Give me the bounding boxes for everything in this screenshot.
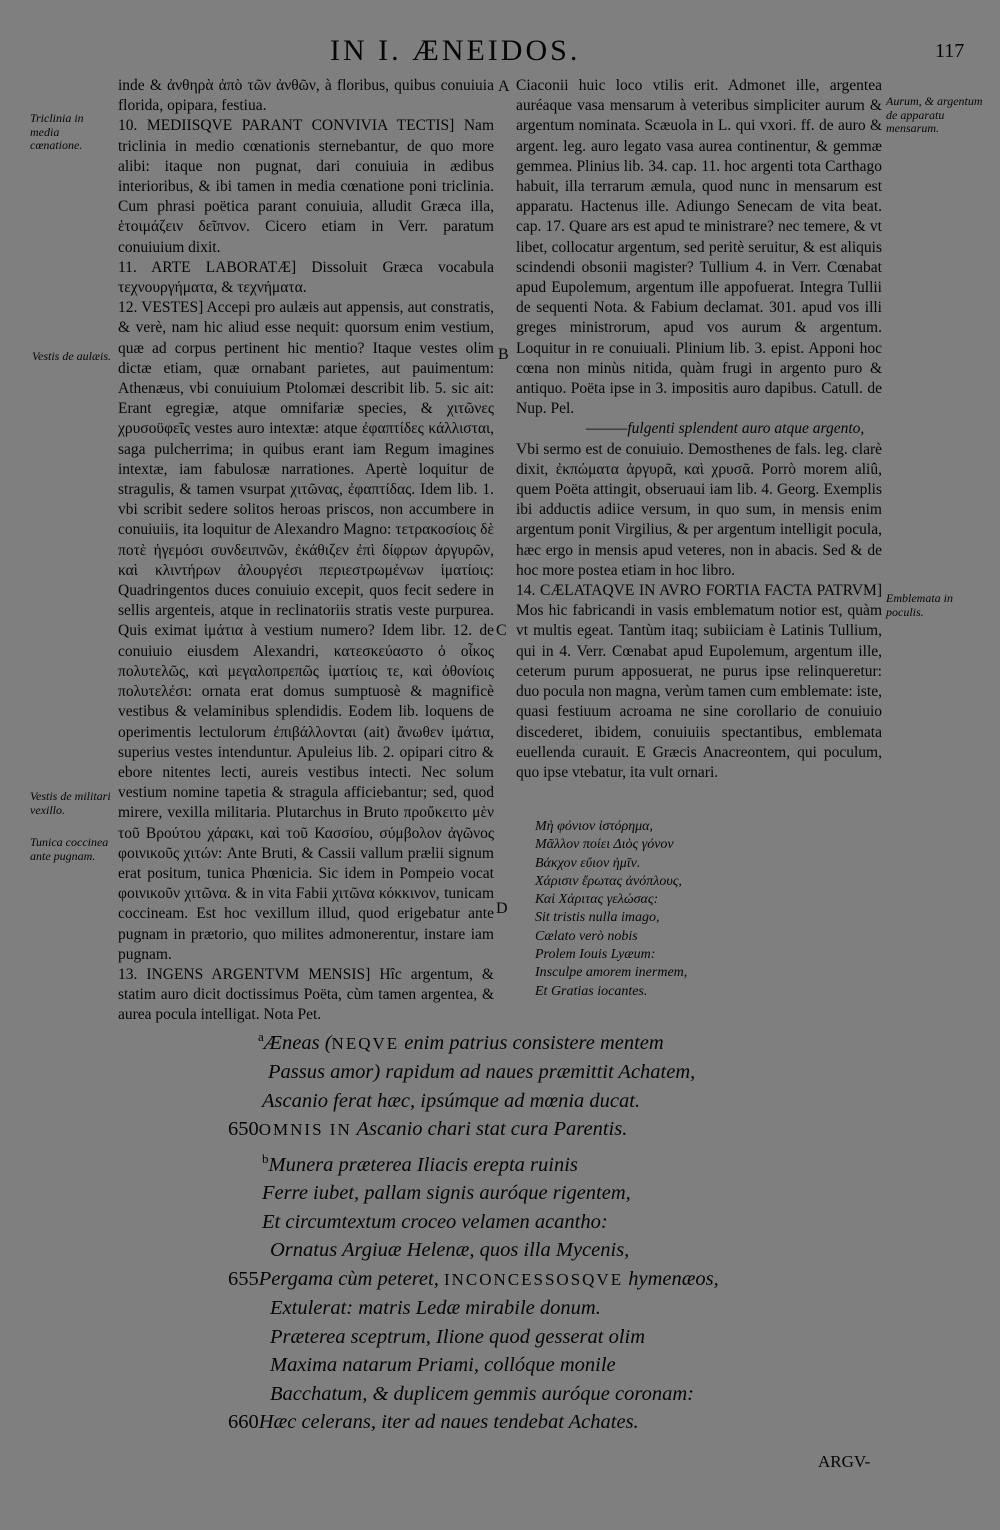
verse-line: [228, 1208, 719, 1237]
verse-text: hymenæos,: [623, 1267, 719, 1290]
verse-line: [228, 1265, 719, 1295]
margin-note-emblemata: Emblemata in poculis.: [886, 591, 953, 619]
commentary-note-10: 10. MEDIISQVE PARANT CONVIVIA TECTIS] Nam triclinia in medio cœnationis sternebantur, de quo more alibi: itaque non pugnat, dari conuiuia in ædibus interioribus, & ibi tamen in media cœnatione poni triclinia. Cum phrasi poëtica parant conuiuia, alludit Græca illa, ἑτοιμάζειν δεῖπνον. Cicero etiam in Verr. paratum conuiuium dixit.: [118, 117, 494, 256]
section-letter-d: D: [496, 900, 508, 917]
verse-text: enim patrius consistere mentem: [399, 1031, 664, 1054]
section-letter-c: C: [496, 622, 507, 639]
verse-line: [228, 1380, 719, 1409]
poem-line: Μᾶλλον ποίει Διὸς γόνον: [535, 837, 674, 853]
anacreon-poem: [535, 818, 687, 1001]
poem-line: Et Gratias iocantes.: [535, 983, 648, 999]
catchword: ARGV-: [818, 1452, 871, 1471]
verse-line: [228, 1115, 719, 1145]
verse-text: Et circumtextum croceo velamen acantho:: [262, 1210, 608, 1233]
running-head: IN I. ÆNEIDOS.: [330, 34, 581, 67]
verse-lemma: INCONCESSOSQVE: [443, 1269, 624, 1289]
aeneid-verse-block: [228, 1023, 719, 1437]
verse-text: Ascanio ferat hæc, ipsúmque ad mœnia ducat.: [262, 1089, 641, 1112]
verse-text: Extulerat: matris Ledæ mirabile donum.: [270, 1297, 601, 1320]
poem-line: Insculpe amorem inermem,: [535, 965, 688, 981]
poem-line: Καὶ Χάριτας γελώσας:: [535, 892, 659, 908]
verse-text: Ferre iubet, pallam signis auróque rigentem,: [262, 1182, 631, 1205]
verse-line: [228, 1145, 719, 1179]
poem-line: Prolem Iouis Lyæum:: [535, 947, 656, 963]
commentary-right-column: [516, 76, 882, 783]
verse-line: [228, 1058, 719, 1087]
section-letter-a: A: [498, 78, 510, 95]
verse-line: [228, 1023, 719, 1058]
poem-line: Sit tristis nulla imago,: [535, 910, 660, 926]
verse-text: Præterea sceptrum, Ilione quod gesserat olim: [270, 1325, 646, 1348]
verse-line: [228, 1087, 719, 1116]
margin-note-tunica-coccinea: Tunica coccinea ante pugnam.: [30, 835, 109, 863]
verse-line: [228, 1408, 719, 1437]
poem-line: Μὴ φόνιον ἱστόρημα,: [535, 819, 654, 834]
verse-line: [228, 1294, 719, 1323]
verse-line-number: 655: [228, 1267, 259, 1290]
verse-text: Munera præterea Iliacis erepta ruinis: [268, 1153, 578, 1176]
verse-lemma: NEQVE: [331, 1033, 400, 1053]
commentary-note-12: 12. VESTES] Accepi pro aulæis aut appensis, aut constratis, & verè, nam hic aliud esse nequit: quorsum enim vestium, quæ ad corpus pertinent hic mentio? Itaque vestes olim dictæ etiam, quæ ornabant parietes, aut pauimentum: Athenæus, vbi conuiuium Ptolomæi describit lib. 5. sic ait: Erant egregiæ, atque omnifariæ species, & χιτῶνες χρυσοϋφεῖς vestes auro intextæ: atque ἐφαπτίδες κάλλισται, saga pulcherrima; in quibus erant iam Regum imagines intextæ, iam fabulosæ narrationes. Apertè loquitur de stragulis, & tamen vsurpat χιτῶνας, ἐφαπτίδας. Idem lib. 1. vbi scribit sedere solitos heroas priscos, non accumbere in conuiuiis, ita loquitur de Alexandro Magno: τετρακοσίοις δὲ ποτὲ ἡγεμόσι συνδειπνῶν, ἐκάθιζεν ἐπὶ δίφρων ἀργυρῶν, καὶ κλιντήρων ἀλουργέσι περιεστρωμένων ἱματίοις: Quadringentos duces conuiuio excepit, quos fecit sedere in sellis argenteis, atque in reclinatoriis stratis veste purpurea. Quis eximat ἱμάτια à vestium numero? Idem libr. 12. de conuiuio eiusdem Alexandri, κατεσκεύαστο ὁ οἶκος πολυτελῶς, καὶ μεγαλοπρεπῶς ἱματίοις τε, καὶ ὀθονίοις πολυτελέσι: ornata erat domus sumptuosè & magnificè vestibus & velaminibus splendidis. Eodem lib. loquens de operimentis lectulorum ἐπιβάλλονται (ait) ἄνωθεν ἱμάτια, superius vestes intenduntur. Apuleius lib. 2. opipari citro & ebore nitentes lecti, aureis vestibus intecti. Nec solum vestium nomine tapetia & stragula afficiebantur; sed, quod mirere, vexilla militaria. Plutarchus in Bruto προὔκειτο μὲν τοῦ Βρούτου χάρακι, καὶ τοῦ Κασσίου, σύμβολον ἀγῶνος φοινικοῦς χιτών: Ante Bruti, & Cassii vallum prælii signum erat positum, tunica Phœnicia. Sic idem in Pompeio vocat φοινικοῦν χιτῶνα. & in vita Fabii χιτῶνα κόκκινον, tunicam coccineam. Est hoc vexillum illud, quod erigebatur ante pugnam in prætorio, quo milites admonerentur, instare iam pugnam.: [118, 299, 494, 963]
margin-note-triclinia: Triclinia in media cœnatione.: [30, 111, 84, 152]
verse-lemma: OMNIS IN: [258, 1120, 352, 1140]
verse-note-marker: b: [262, 1150, 269, 1166]
commentary-note-11: 11. ARTE LABORATÆ] Dissoluit Græca vocabula τεχνουργήματα, & τεχνήματα.: [118, 258, 494, 297]
verse-text: Passus amor) rapidum ad naues præmittit Achatem,: [268, 1061, 696, 1084]
poem-line: Cælato verò nobis: [535, 928, 638, 944]
commentary-note-14: 14. CÆLATAQVE IN AVRO FORTIA FACTA PATRVM] Mos hic fabricandi in vasis emblematum notior est, quàm vt multis egeat. Tantùm itaq; subiiciam è Latinis Tullium, qui in 4. Verr. Cœnabat apud Eupolemum, argentum ille, ceterum purum apposuerat, ne purus ipse relinqueretur: duo pocula non magna, verùm tamen cum emblemate: iste, quasi festiuum acroama ne sine corollario de conuiuio discederet, ibidem, conuiuiis spectantibus, emblemata euellenda curauit. E Græcis Anacreontem, qui poculum, quo ipse vtebatur, ita vult ornari.: [516, 582, 882, 781]
commentary-note-13: 13. INGENS ARGENTVM MENSIS] Hîc argentum, & statim auro dicit doctissimus Poëta, cùm tamen argentea, & aurea pocula intelligat. Nota Pet.: [118, 965, 494, 1024]
verse-note-marker: a: [258, 1029, 264, 1044]
verse-text: Bacchatum, & duplicem gemmis auróque coronam:: [270, 1382, 694, 1405]
margin-note-vestis-aulaeis: Vestis de aulæis.: [32, 349, 112, 363]
poem-line: Βάκχον εὔιον ἡμῖν.: [535, 855, 641, 871]
verse-line: [228, 1351, 719, 1380]
margin-note-vestis-vexillo: Vestis de militari vexillo.: [30, 789, 111, 817]
verse-line: [228, 1236, 719, 1265]
verse-text: Ascanio chari stat cura Parentis.: [351, 1118, 628, 1141]
verse-text: Ornatus Argiuæ Helenæ, quos illa Mycenis,: [270, 1239, 630, 1262]
commentary-paragraph: inde & ἀνθηρὰ ἀπὸ τῶν ἀνθῶν, à floribus, quibus conuiuia florida, opipara, festiua.: [118, 77, 494, 115]
verse-text: Æneas (: [263, 1031, 332, 1054]
verse-line-number: 660: [228, 1411, 259, 1434]
commentary-paragraph: Vbi sermo est de conuiuio. Demosthenes de fals. leg. clarè dixit, ἐκπώματα ἀργυρᾶ, καὶ χρυσᾶ. Porrò morem aliû, quem Poëta attingit, obseruaui iam lib. 4. Georg. Exemplis ibi adductis adiice versum, in quo sum, in mensis enim argentum ponit Virgilius, & per argentum intelligit pocula, hæc ergo in mensis apud veteres, non in abacis. Sed & de hoc more postea etiam in hoc libro.: [516, 440, 882, 579]
verse-text: Hæc celerans, iter ad naues tendebat Achates.: [258, 1411, 639, 1434]
verse-line: [228, 1323, 719, 1352]
verse-line: [228, 1179, 719, 1208]
verse-text: Pergama cùm peteret,: [258, 1267, 444, 1290]
verse-text: Maxima natarum Priami, collóque monile: [270, 1354, 616, 1377]
commentary-paragraph: Ciaconii huic loco vtilis erit. Admonet ille, argentea auréaque vasa mensarum à veteribus simpliciter aurum & argentum nominata. Scæuola in L. qui vxori. ff. de auro & argent. leg. auro legato vasa aurea continentur, & gemmæ gemmea. Plinius lib. 34. cap. 11. hoc argenti tota Carthago habuit, illa terrarum æmula, quod nunc in mensarum est apparatu. Hactenus ille. Adiungo Senecam de vita beat. cap. 17. Quare ars est apud te ministrare? nec temere, & vt libet, collocatur argentum, sed peritè seruitur, & est aliquis scindendi obsonii magister? Tullium 4. in Verr. Cœnabat apud Eupolemum, argentum ille appofuerat. Integra Tullii de sequenti Nota. & Fabium declamat. 301. apud vos illi greges ministrorum, apud vos aurum & argentum. Loquitur in re conuiuali. Plinium lib. 3. epist. Apponi hoc cœna non minùs nitida, quàm frugi in argento puro & antiquo. Poëta ipse in 3. impositis auro dapibus. Catull. de Nup. Pel.: [516, 77, 882, 418]
commentary-left-column: [118, 76, 494, 1026]
verse-line-number: 650: [228, 1118, 259, 1141]
page-number: 117: [935, 40, 965, 62]
section-letter-b: B: [498, 346, 509, 363]
catullus-quote: ———fulgenti splendent auro atque argento,: [586, 420, 865, 438]
poem-line: Χάρισιν ἔρωτας ἀνόπλους,: [535, 873, 682, 889]
margin-note-aurum-argentum: Aurum, & argentum de apparatu mensarum.: [886, 94, 983, 135]
